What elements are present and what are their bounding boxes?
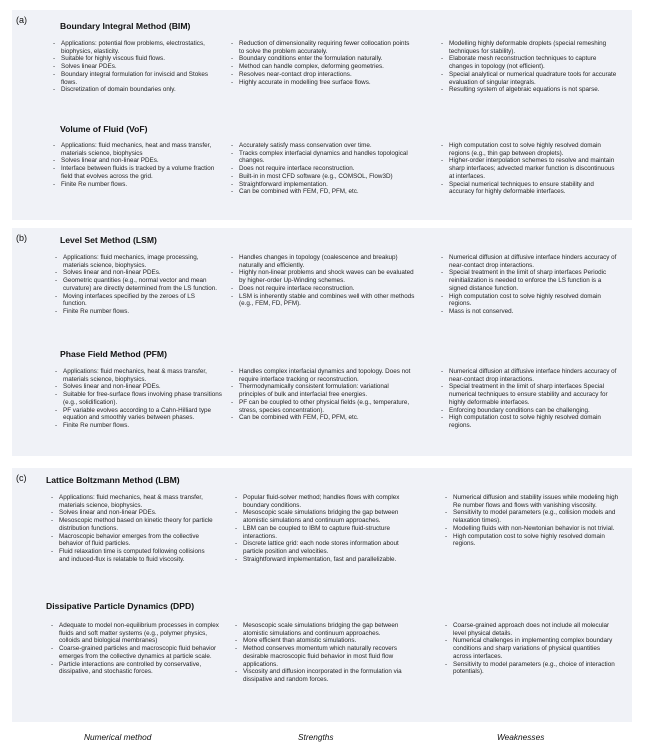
method-title-dpd: Dissipative Particle Dynamics (DPD) [46,601,195,611]
list-item: - Solves linear and non-linear PDEs. [50,509,215,517]
pfm-strengths-list [230,368,415,422]
list-item: - Handles complex interfacial dynamics and topology. Does not require interface tracking or reconstruction. [230,368,415,383]
lsm-weaknesses-list [440,254,620,316]
list-item: - Straightforward implementation. [230,181,415,189]
list-item: - Can be combined with FEM, FD, PFM, etc. [230,414,415,422]
list-item: - Highly accurate in modelling free surface flows. [230,79,415,87]
list-item: - Macroscopic behavior emerges from the collective behavior of fluid particles. [50,533,215,548]
list-item: - High computation cost to solve highly resolved domain regions. [440,414,620,429]
list-item: - Boundary integral formulation for inviscid and Stokes flows. [52,71,217,86]
bim-method-list [52,40,217,94]
list-item: - Interface between fluids is tracked by a volume fraction field that evolves across the grid. [52,165,222,180]
list-item: - Applications: fluid mechanics, heat and mass transfer, materials science, biophysics [52,142,222,157]
list-item: - Viscosity and diffusion incorporated in the formulation via dissipative and random forces. [234,668,419,683]
list-item: - Elaborate mesh reconstruction techniques to capture changes in topology (not efficient). [440,55,620,70]
list-item: - Solves linear and non-linear PDEs. [52,157,222,165]
list-item: - Resolves near-contact drop interactions. [230,71,415,79]
list-item: - Sensitivity to model parameters (e.g., collision models and relaxation times). [444,509,619,524]
list-item: - Highly non-linear problems and shock waves can be evaluated by higher-order Up-Winding schemes. [230,269,415,284]
list-item: - Does not require interface reconstruction. [230,285,415,293]
list-item: - Applications: fluid mechanics, heat & mass transfer, materials science, biophysics. [54,368,224,383]
list-item: - Solves linear and non-linear PDEs. [54,269,219,277]
list-item: - Discrete lattice grid: each node stores information about particle position and velocities. [234,540,419,555]
list-item: - Resulting system of algebraic equations is not sparse. [440,86,620,94]
list-item: - Special analytical or numerical quadrature tools for accurate evaluation of singular integrals. [440,71,620,86]
list-item: - Method can handle complex, deforming geometries. [230,63,415,71]
method-title-lsm: Level Set Method (LSM) [60,235,157,245]
vof-strengths-list [230,142,415,196]
panel-a [12,10,632,220]
list-item: - Coarse-grained particles and macroscopic fluid behavior emerges from the collective dynamics at particle scale. [50,645,220,660]
list-item: - Mass is not conserved. [440,308,620,316]
list-item: - Special treatment in the limit of sharp interfaces Periodic reinitialization is needed to enforce the LS function is a signed distance function. [440,269,620,292]
list-item: - Sensitivity to model parameters (e.g., choice of interaction potentials). [444,661,619,676]
list-item: - Tracks complex interfacial dynamics and handles topological changes. [230,150,415,165]
list-item: - Numerical diffusion at diffusive interface hinders accuracy of near-contact drop interactions. [440,254,620,269]
list-item: - Reduction of dimensionality requiring fewer collocation points to solve the problem accurately. [230,40,415,55]
footer-weaknesses: Weaknesses [497,732,545,742]
list-item: - Modelling fluids with non-Newtonian behavior is not trivial. [444,525,619,533]
vof-method-list [52,142,222,188]
lbm-method-list [50,494,215,563]
list-item: - Higher-order interpolation schemes to resolve and maintain sharp interfaces; advected marker function is discontinuous at interfaces. [440,157,620,180]
dpd-strengths-list [234,622,419,684]
list-item: - Special treatment in the limit of sharp interfaces Special numerical techniques to ensure stability and accuracy for highly deformable interfaces. [440,383,620,406]
dpd-weaknesses-list [444,622,619,676]
footer-numerical-method: Numerical method [84,732,152,742]
list-item: - Geometric quantities (e.g., normal vector and mean curvature) are directly determined from the LS function. [54,277,219,292]
footer-strengths: Strengths [298,732,334,742]
lsm-strengths-list [230,254,415,308]
list-item: - Mesoscopic scale simulations bridging the gap between atomistic simulations and continuum approaches. [234,509,419,524]
list-item: - Applications: fluid mechanics, image processing, materials science, biophysics. [54,254,219,269]
list-item: - Can be combined with FEM, FD, PFM, etc. [230,188,415,196]
bim-weaknesses-list [440,40,620,94]
pfm-weaknesses-list [440,368,620,430]
list-item: - Fluid relaxation time is computed following collisions and induced-flux is relatable to fluid viscosity. [50,548,215,563]
list-item: - Applications: fluid mechanics, heat & mass transfer, materials science, biophysics. [50,494,215,509]
dpd-method-list [50,622,220,676]
list-item: - Mesoscopic method based on kinetic theory for particle distribution functions. [50,517,215,532]
list-item: - PF variable evolves according to a Cahn-Hilliard type equation and smoothly varies between phases. [54,407,224,422]
panel-c [12,468,632,722]
list-item: - More efficient than atomistic simulations. [234,637,419,645]
list-item: - Numerical diffusion and stability issues while modeling high Re number flows and flows with vanishing viscosity. [444,494,619,509]
list-item: - Suitable for highly viscous fluid flows. [52,55,217,63]
list-item: - Discretization of domain boundaries only. [52,86,217,94]
list-item: - Finite Re number flows. [52,181,222,189]
list-item: - Accurately satisfy mass conservation over time. [230,142,415,150]
list-item: - Special numerical techniques to ensure stability and accuracy for highly deformable interfaces. [440,181,620,196]
list-item: - Built-in in most CFD software (e.g., COMSOL, Flow3D) [230,173,415,181]
list-item: - Popular fluid-solver method; handles flows with complex boundary conditions. [234,494,419,509]
list-item: - Method conserves momentum which naturally recovers desirable macroscopic fluid behavior in most fluid flow applications. [234,645,419,668]
panel-label: (b) [16,233,27,243]
method-title-pfm: Phase Field Method (PFM) [60,349,167,359]
panel-label: (c) [16,473,27,483]
list-item: - Boundary conditions enter the formulation naturally. [230,55,415,63]
list-item: - Handles changes in topology (coalescence and breakup) naturally and efficiently. [230,254,415,269]
panel-label: (a) [16,15,27,25]
list-item: - LSM is inherently stable and combines well with other methods (e.g., FEM, FD, PFM). [230,293,415,308]
method-title-bim: Boundary Integral Method (BIM) [60,21,191,31]
list-item: - Finite Re number flows. [54,422,224,430]
list-item: - High computation cost to solve highly resolved domain regions. [440,293,620,308]
list-item: - Numerical challenges in implementing complex boundary conditions and sharp variations of physical quantities across interfaces. [444,637,619,660]
list-item: - LBM can be coupled to IBM to capture fluid-structure interactions. [234,525,419,540]
list-item: - Modelling highly deformable droplets (special remeshing techniques for stability). [440,40,620,55]
bim-strengths-list [230,40,415,86]
lsm-method-list [54,254,219,316]
list-item: - Finite Re number flows. [54,308,219,316]
list-item: - Mesoscopic scale simulations bridging the gap between atomistic simulations and continuum approaches. [234,622,419,637]
list-item: - Particle interactions are controlled by conservative, dissipative, and stochastic forces. [50,661,220,676]
list-item: - High computation cost to solve highly resolved domain regions. [444,533,619,548]
list-item: - Solves linear PDEs. [52,63,217,71]
method-title-lbm: Lattice Boltzmann Method (LBM) [46,475,180,485]
pfm-method-list [54,368,224,430]
method-title-vof: Volume of Fluid (VoF) [60,124,148,134]
list-item: - High computation cost to solve highly resolved domain regions (e.g., thin gap between droplets). [440,142,620,157]
list-item: - PF can be coupled to other physical fields (e.g., temperature, stress, species concentration). [230,399,415,414]
panel-b [12,228,632,456]
list-item: - Suitable for free-surface flows involving phase transitions (e.g., solidification). [54,391,224,406]
list-item: - Applications: potential flow problems, electrostatics, biophysics, elasticity. [52,40,217,55]
list-item: - Does not require interface reconstruction. [230,165,415,173]
list-item: - Solves linear and non-linear PDEs. [54,383,224,391]
list-item: - Numerical diffusion at diffusive interface hinders accuracy of near-contact drop interactions. [440,368,620,383]
lbm-weaknesses-list [444,494,619,548]
list-item: - Enforcing boundary conditions can be challenging. [440,407,620,415]
lbm-strengths-list [234,494,419,563]
list-item: - Moving interfaces specified by the zeroes of LS function. [54,293,219,308]
list-item: - Adequate to model non-equilibrium processes in complex fluids and soft matter systems (e.g., polymer physics, colloids and biological membranes) [50,622,220,645]
list-item: - Thermodynamically consistent formulation: variational principles of bulk and interfacial free energies. [230,383,415,398]
list-item: - Straightforward implementation, fast and parallelizable. [234,556,419,564]
vof-weaknesses-list [440,142,620,196]
list-item: - Coarse-grained approach does not include all molecular level physical details. [444,622,619,637]
